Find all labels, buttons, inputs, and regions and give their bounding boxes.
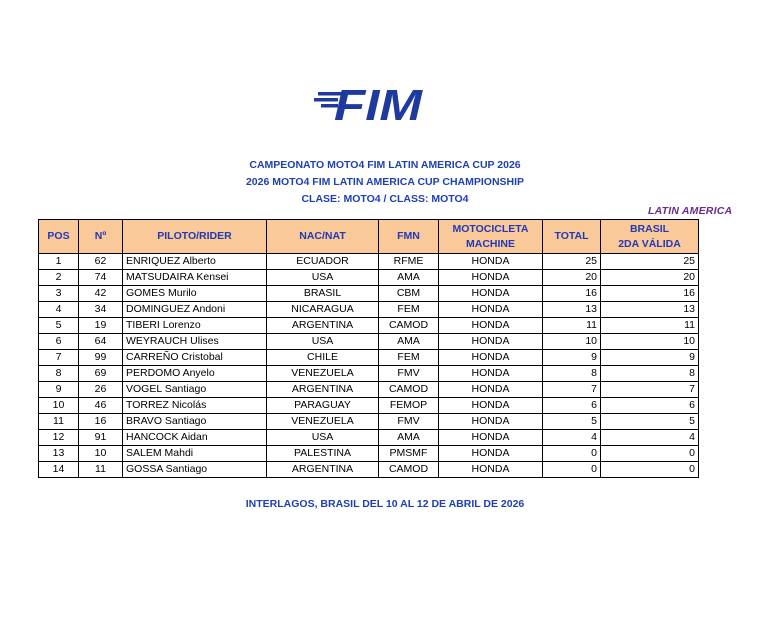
table-header-row	[39, 220, 699, 254]
cell-rider: MATSUDAIRA Kensei	[123, 270, 267, 286]
cell-nat: ARGENTINA	[267, 462, 379, 478]
cell-rider: SALEM Mahdi	[123, 446, 267, 462]
results-body	[39, 254, 699, 478]
cell-nat: USA	[267, 270, 379, 286]
cell-race: 25	[601, 254, 699, 270]
cell-race: 13	[601, 302, 699, 318]
cell-pos: 10	[39, 398, 79, 414]
cell-total: 10	[543, 334, 601, 350]
cell-race: 4	[601, 430, 699, 446]
cell-num: 99	[79, 350, 123, 366]
cell-total: 6	[543, 398, 601, 414]
cell-machine: HONDA	[439, 254, 543, 270]
cell-rider: BRAVO Santiago	[123, 414, 267, 430]
cell-machine: HONDA	[439, 398, 543, 414]
header-fmn: FMN	[379, 220, 439, 254]
cell-nat: NICARAGUA	[267, 302, 379, 318]
cell-fmn: AMA	[379, 270, 439, 286]
table-row	[39, 318, 699, 334]
cell-nat: ARGENTINA	[267, 318, 379, 334]
table-row	[39, 350, 699, 366]
header-nat: NAC/NAT	[267, 220, 379, 254]
fim-logo-subtitle: LATIN AMERICA	[648, 205, 733, 217]
cell-nat: ARGENTINA	[267, 382, 379, 398]
table-row	[39, 430, 699, 446]
table-row	[39, 334, 699, 350]
cell-pos: 5	[39, 318, 79, 334]
cell-rider: PERDOMO Anyelo	[123, 366, 267, 382]
cell-nat: BRASIL	[267, 286, 379, 302]
cell-nat: ECUADOR	[267, 254, 379, 270]
cell-num: 62	[79, 254, 123, 270]
title-spanish: CAMPEONATO MOTO4 FIM LATIN AMERICA CUP 2026	[249, 159, 521, 171]
table-row	[39, 382, 699, 398]
cell-rider: TORREZ Nicolás	[123, 398, 267, 414]
cell-num: 91	[79, 430, 123, 446]
cell-fmn: AMA	[379, 334, 439, 350]
cell-nat: VENEZUELA	[267, 414, 379, 430]
cell-race: 5	[601, 414, 699, 430]
cell-total: 8	[543, 366, 601, 382]
cell-num: 19	[79, 318, 123, 334]
header-machine-line1: MOTOCICLETA	[452, 222, 529, 235]
cell-rider: VOGEL Santiago	[123, 382, 267, 398]
cell-num: 34	[79, 302, 123, 318]
event-location-date: INTERLAGOS, BRASIL DEL 10 AL 12 DE ABRIL DE 2026	[245, 498, 525, 510]
cell-pos: 13	[39, 446, 79, 462]
cell-fmn: CBM	[379, 286, 439, 302]
cell-fmn: PMSMF	[379, 446, 439, 462]
cell-fmn: FEMOP	[379, 398, 439, 414]
cell-total: 16	[543, 286, 601, 302]
cell-race: 16	[601, 286, 699, 302]
cell-race: 0	[601, 446, 699, 462]
cell-num: 11	[79, 462, 123, 478]
cell-num: 16	[79, 414, 123, 430]
table-row	[39, 398, 699, 414]
cell-machine: HONDA	[439, 270, 543, 286]
cell-fmn: FEM	[379, 302, 439, 318]
cell-machine: HONDA	[439, 334, 543, 350]
header-machine	[439, 220, 543, 254]
cell-nat: VENEZUELA	[267, 366, 379, 382]
cell-race: 0	[601, 462, 699, 478]
cell-num: 74	[79, 270, 123, 286]
cell-rider: HANCOCK Aidan	[123, 430, 267, 446]
table-row	[39, 254, 699, 270]
title-class: CLASE: MOTO4 / CLASS: MOTO4	[301, 193, 469, 205]
cell-machine: HONDA	[439, 318, 543, 334]
cell-rider: GOSSA Santiago	[123, 462, 267, 478]
table-row	[39, 286, 699, 302]
cell-num: 42	[79, 286, 123, 302]
cell-total: 11	[543, 318, 601, 334]
cell-total: 7	[543, 382, 601, 398]
table-row	[39, 270, 699, 286]
cell-machine: HONDA	[439, 366, 543, 382]
fim-logo-text: FIM	[334, 81, 424, 128]
table-row	[39, 446, 699, 462]
header-machine-line2: MACHINE	[466, 237, 515, 250]
header-pos: POS	[39, 220, 79, 254]
cell-race: 10	[601, 334, 699, 350]
cell-fmn: CAMOD	[379, 318, 439, 334]
cell-pos: 4	[39, 302, 79, 318]
cell-rider: WEYRAUCH Ulises	[123, 334, 267, 350]
cell-pos: 14	[39, 462, 79, 478]
cell-rider: TIBERI Lorenzo	[123, 318, 267, 334]
cell-fmn: AMA	[379, 430, 439, 446]
cell-fmn: CAMOD	[379, 462, 439, 478]
cell-fmn: FMV	[379, 414, 439, 430]
cell-nat: USA	[267, 430, 379, 446]
cell-total: 9	[543, 350, 601, 366]
cell-machine: HONDA	[439, 430, 543, 446]
cell-race: 8	[601, 366, 699, 382]
document-titles	[0, 157, 770, 208]
cell-nat: PARAGUAY	[267, 398, 379, 414]
cell-machine: HONDA	[439, 462, 543, 478]
cell-rider: ENRIQUEZ Alberto	[123, 254, 267, 270]
table-row	[39, 302, 699, 318]
cell-machine: HONDA	[439, 382, 543, 398]
cell-nat: USA	[267, 334, 379, 350]
cell-machine: HONDA	[439, 302, 543, 318]
cell-rider: CARREÑO Cristobal	[123, 350, 267, 366]
table-row	[39, 462, 699, 478]
cell-total: 0	[543, 446, 601, 462]
cell-fmn: RFME	[379, 254, 439, 270]
cell-machine: HONDA	[439, 350, 543, 366]
cell-pos: 1	[39, 254, 79, 270]
cell-num: 69	[79, 366, 123, 382]
title-english: 2026 MOTO4 FIM LATIN AMERICA CUP CHAMPIONSHIP	[245, 176, 525, 188]
cell-total: 0	[543, 462, 601, 478]
cell-num: 64	[79, 334, 123, 350]
cell-pos: 8	[39, 366, 79, 382]
header-rider: PILOTO/RIDER	[123, 220, 267, 254]
cell-race: 7	[601, 382, 699, 398]
cell-rider: DOMINGUEZ Andoni	[123, 302, 267, 318]
cell-total: 13	[543, 302, 601, 318]
header-race	[601, 220, 699, 254]
cell-total: 20	[543, 270, 601, 286]
cell-machine: HONDA	[439, 446, 543, 462]
cell-total: 5	[543, 414, 601, 430]
cell-race: 9	[601, 350, 699, 366]
results-table	[38, 219, 699, 478]
cell-fmn: CAMOD	[379, 382, 439, 398]
cell-pos: 11	[39, 414, 79, 430]
header-race-line1: BRASIL	[629, 222, 670, 235]
cell-race: 20	[601, 270, 699, 286]
cell-pos: 9	[39, 382, 79, 398]
cell-pos: 12	[39, 430, 79, 446]
cell-race: 6	[601, 398, 699, 414]
cell-nat: CHILE	[267, 350, 379, 366]
cell-machine: HONDA	[439, 414, 543, 430]
cell-num: 10	[79, 446, 123, 462]
header-num: Nº	[79, 220, 123, 254]
cell-rider: GOMES Murilo	[123, 286, 267, 302]
fim-logo-mark	[312, 78, 428, 128]
cell-total: 4	[543, 430, 601, 446]
cell-pos: 6	[39, 334, 79, 350]
cell-machine: HONDA	[439, 286, 543, 302]
cell-race: 11	[601, 318, 699, 334]
table-row	[39, 414, 699, 430]
cell-num: 46	[79, 398, 123, 414]
cell-total: 25	[543, 254, 601, 270]
table-row	[39, 366, 699, 382]
cell-nat: PALESTINA	[267, 446, 379, 462]
cell-num: 26	[79, 382, 123, 398]
header-race-line2: 2DA VÁLIDA	[618, 237, 681, 250]
cell-pos: 2	[39, 270, 79, 286]
cell-pos: 3	[39, 286, 79, 302]
cell-fmn: FEM	[379, 350, 439, 366]
cell-fmn: FMV	[379, 366, 439, 382]
header-total: TOTAL	[543, 220, 601, 254]
cell-pos: 7	[39, 350, 79, 366]
